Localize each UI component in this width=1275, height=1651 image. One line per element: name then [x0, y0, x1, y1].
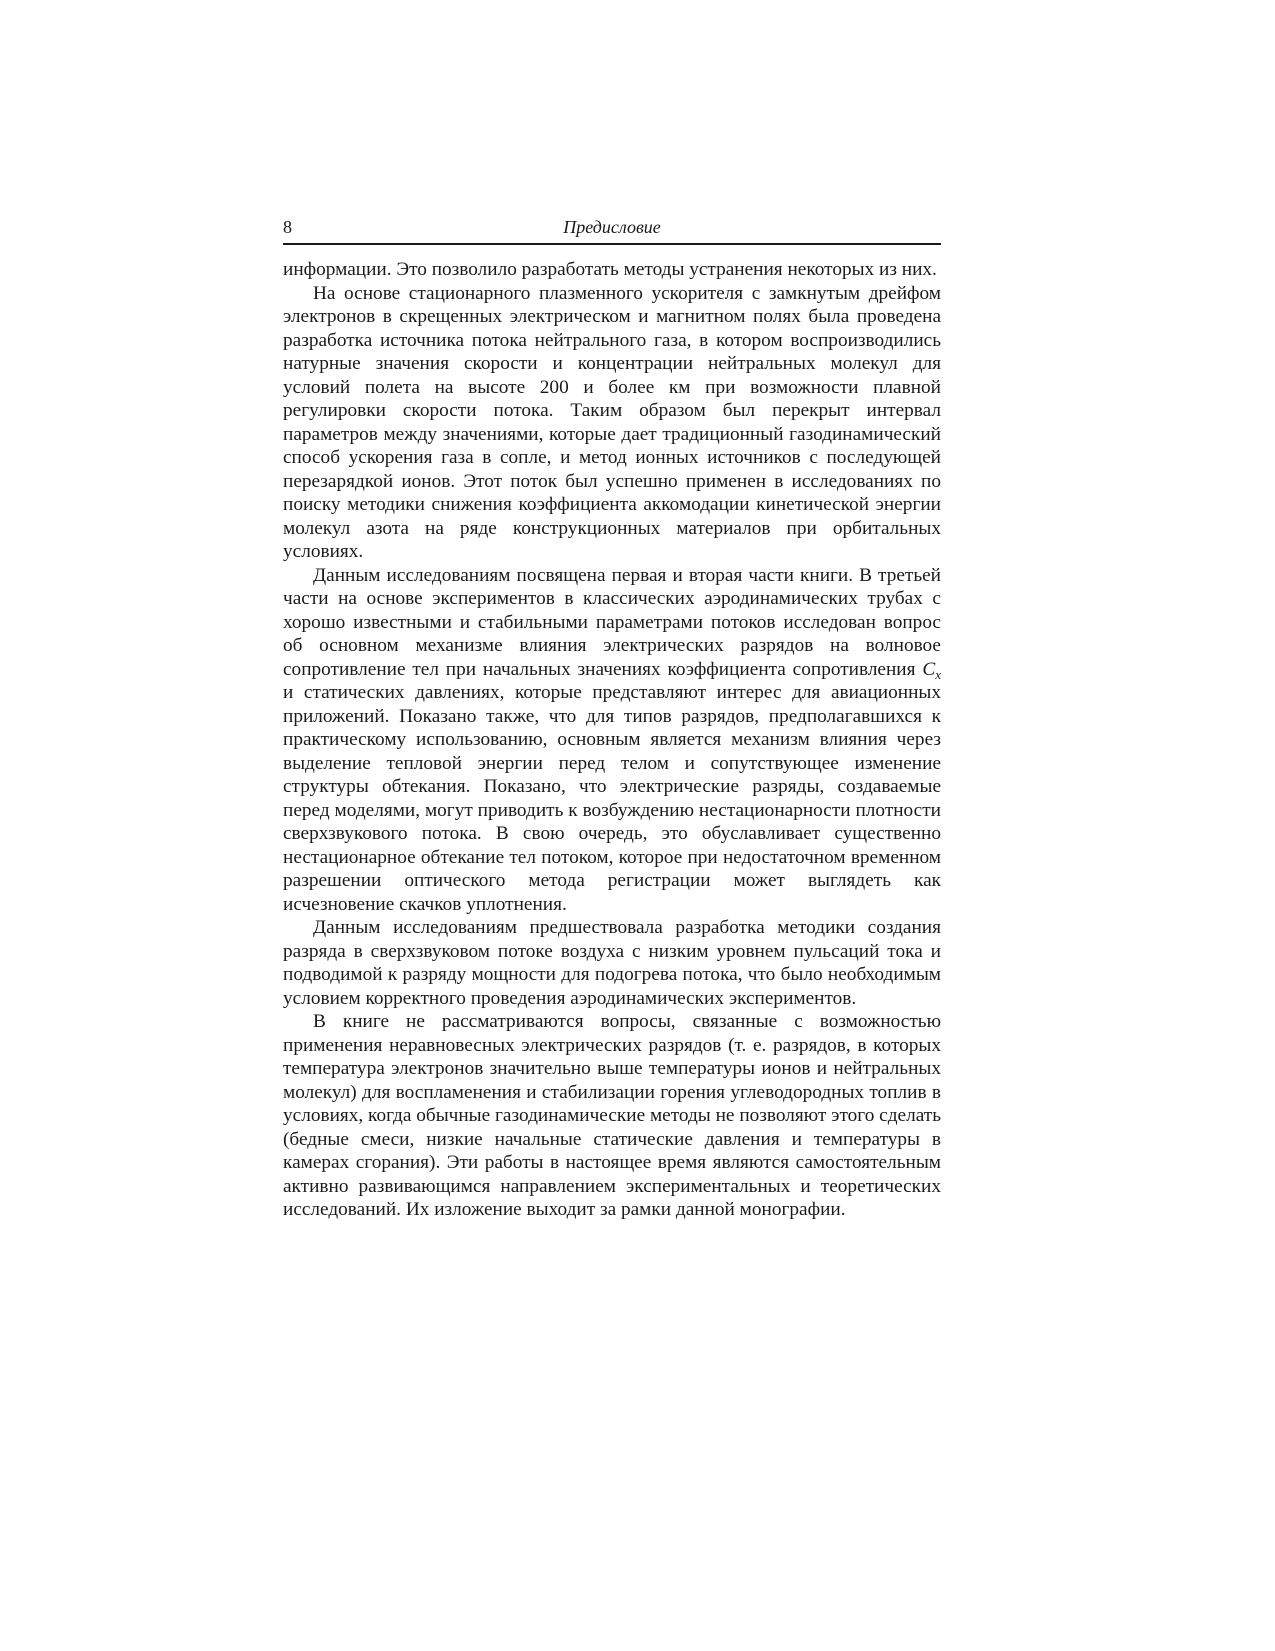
paragraph-plasma-accelerator: На основе стационарного плазменного ускорителя с замкнутым дрейфом электронов в скрещенных электрическом и магнитном полях была проведена разработка источника потока нейтрального газа, в котором воспроизводились натурные значения скорости и концентрации нейтральных молекул для условий полета на высоте 200 и более км при возможности плавной регулировки скорости потока. Таким образом был перекрыт интервал параметров между значениями, которые дает традиционный газодинамический способ ускорения газа в сопле, и метод ионных источников с последующей перезарядкой ионов. Этот поток был успешно применен в исследованиях по поиску методики снижения коэффициента аккомодации кинетической энергии молекул азота на ряде конструкционных материалов при орбитальных условиях. — [283, 282, 941, 562]
paragraph-text-before-formula: Данным исследованиям посвящена первая и вторая части книги. В третьей части на основе экспериментов в классических аэродинамических трубах с хорошо известными и стабильными параметрами потоков исследован вопрос об основном механизме влияния электрических разрядов на волновое сопротивление тел при начальных значениях коэффициента сопротивления — [283, 564, 941, 680]
formula-cx-subscript: x — [935, 666, 941, 682]
paragraph-out-of-scope: В книге не рассматриваются вопросы, связанные с возможностью применения неравновесных электрических разрядов (т. е. разрядов, в которых температура электронов значительно выше температуры ионов и нейтральных молекул) для воспламенения и стабилизации горения углеводородных топлив в условиях, когда обычные газодинамические методы не позволяют этого сделать (бедные смеси, низкие начальные статические давления и температуры в камерах сгорания). Эти работы в настоящее время являются самостоятельным активно развивающимся направлением экспериментальных и теоретических исследований. Их изложение выходит за рамки данной монографии. — [283, 1011, 941, 1220]
paragraph-discharge-method: Данным исследованиям предшествовала разработка методики создания разряда в сверхзвуковом потоке воздуха с низким уровнем пульсаций тока и подводимой к разряду мощности для подогрева потока, что было необходимым условием корректного проведения аэродинамических экспериментов. — [283, 917, 941, 1009]
page-number: 8 — [283, 217, 292, 237]
paragraph-book-parts — [283, 564, 941, 917]
paragraph-text-after-formula: и статических давлениях, которые представляют интерес для авиационных приложений. Показано также, что для типов разрядов, предполагавшихся к практическому использованию, основным является механизм влияния через выделение тепловой энергии перед телом и сопутствующее изменение структуры обтекания. Показано, что электрические разряды, создаваемые перед моделями, могут приводить к возбуждению нестационарности плотности сверхзвукового потока. В свою очередь, это обуславливает существенно нестационарное обтекание тел потоком, которое при недостаточном временном разрешении оптического метода регистрации может выглядеть как исчезновение скачков уплотнения. — [283, 682, 941, 915]
body-text — [283, 258, 941, 1222]
formula-cx-symbol: C — [922, 658, 936, 680]
running-header — [283, 213, 941, 245]
running-title: Предисловие — [563, 217, 661, 237]
book-page — [283, 213, 941, 1222]
paragraph-continuation: информации. Это позволило разработать методы устранения некоторых из них. — [283, 259, 937, 280]
